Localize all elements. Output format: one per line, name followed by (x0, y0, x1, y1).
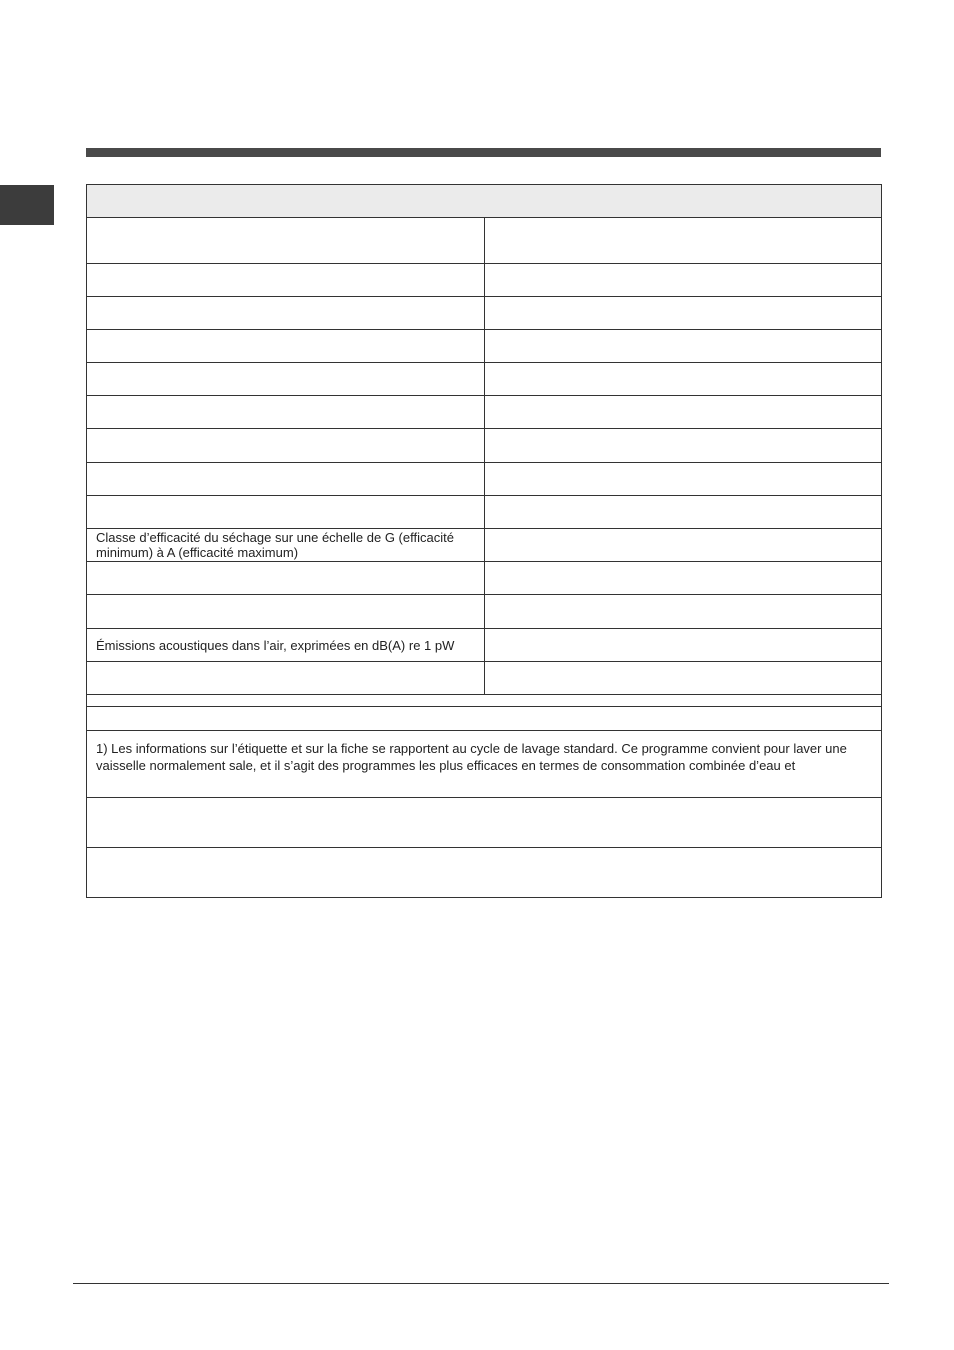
footer-rule (73, 1283, 889, 1284)
table-row (87, 297, 882, 330)
table-row (87, 662, 882, 695)
row-label (87, 463, 485, 496)
footnote-row (87, 731, 882, 798)
row-value (484, 363, 882, 396)
row-value (484, 562, 882, 595)
row-label (87, 330, 485, 363)
row-value (484, 264, 882, 297)
table-header-row (87, 185, 882, 218)
row-value (484, 595, 882, 629)
row-value (484, 463, 882, 496)
row-label (87, 496, 485, 529)
row-value (484, 297, 882, 330)
row-value (484, 429, 882, 463)
row-value (484, 330, 882, 363)
row-label-drying-class: Classe d’efficacité du séchage sur une échelle de G (efficacité minimum) à A (efficacité maximum) (87, 529, 485, 562)
header-bar (86, 148, 881, 157)
table-row (87, 330, 882, 363)
product-fiche-table (86, 184, 882, 898)
row-label (87, 264, 485, 297)
row-value (484, 629, 882, 662)
row-label-acoustic-emissions: Émissions acoustiques dans l’air, exprimées en dB(A) re 1 pW (87, 629, 485, 662)
table-row (87, 595, 882, 629)
table-row (87, 264, 882, 297)
table-header-cell (87, 185, 882, 218)
row-value (484, 662, 882, 695)
table-row (87, 363, 882, 396)
table-full-row (87, 848, 882, 898)
row-label (87, 429, 485, 463)
row-value (484, 396, 882, 429)
row-value (484, 529, 882, 562)
row-label (87, 662, 485, 695)
row-value (484, 218, 882, 264)
table-row (87, 218, 882, 264)
table-row (87, 529, 882, 562)
page-section-tab (0, 185, 54, 225)
row-label (87, 363, 485, 396)
table-full-row (87, 707, 882, 731)
row-label (87, 562, 485, 595)
row-label (87, 218, 485, 264)
table-row (87, 396, 882, 429)
row-value (484, 496, 882, 529)
table-row (87, 463, 882, 496)
row-label (87, 595, 485, 629)
row-label (87, 396, 485, 429)
table-row (87, 496, 882, 529)
table-full-row (87, 798, 882, 848)
table-spacer-row (87, 695, 882, 707)
row-label (87, 297, 485, 330)
table-row (87, 629, 882, 662)
table-row (87, 429, 882, 463)
footnote-text: 1) Les informations sur l’étiquette et sur la fiche se rapportent au cycle de lavage standard. Ce programme convient pour laver une vaisselle normalement sale, et il s’agit des programmes les plus efficaces en termes de consommation combinée d’eau et (87, 731, 882, 798)
table-row (87, 562, 882, 595)
